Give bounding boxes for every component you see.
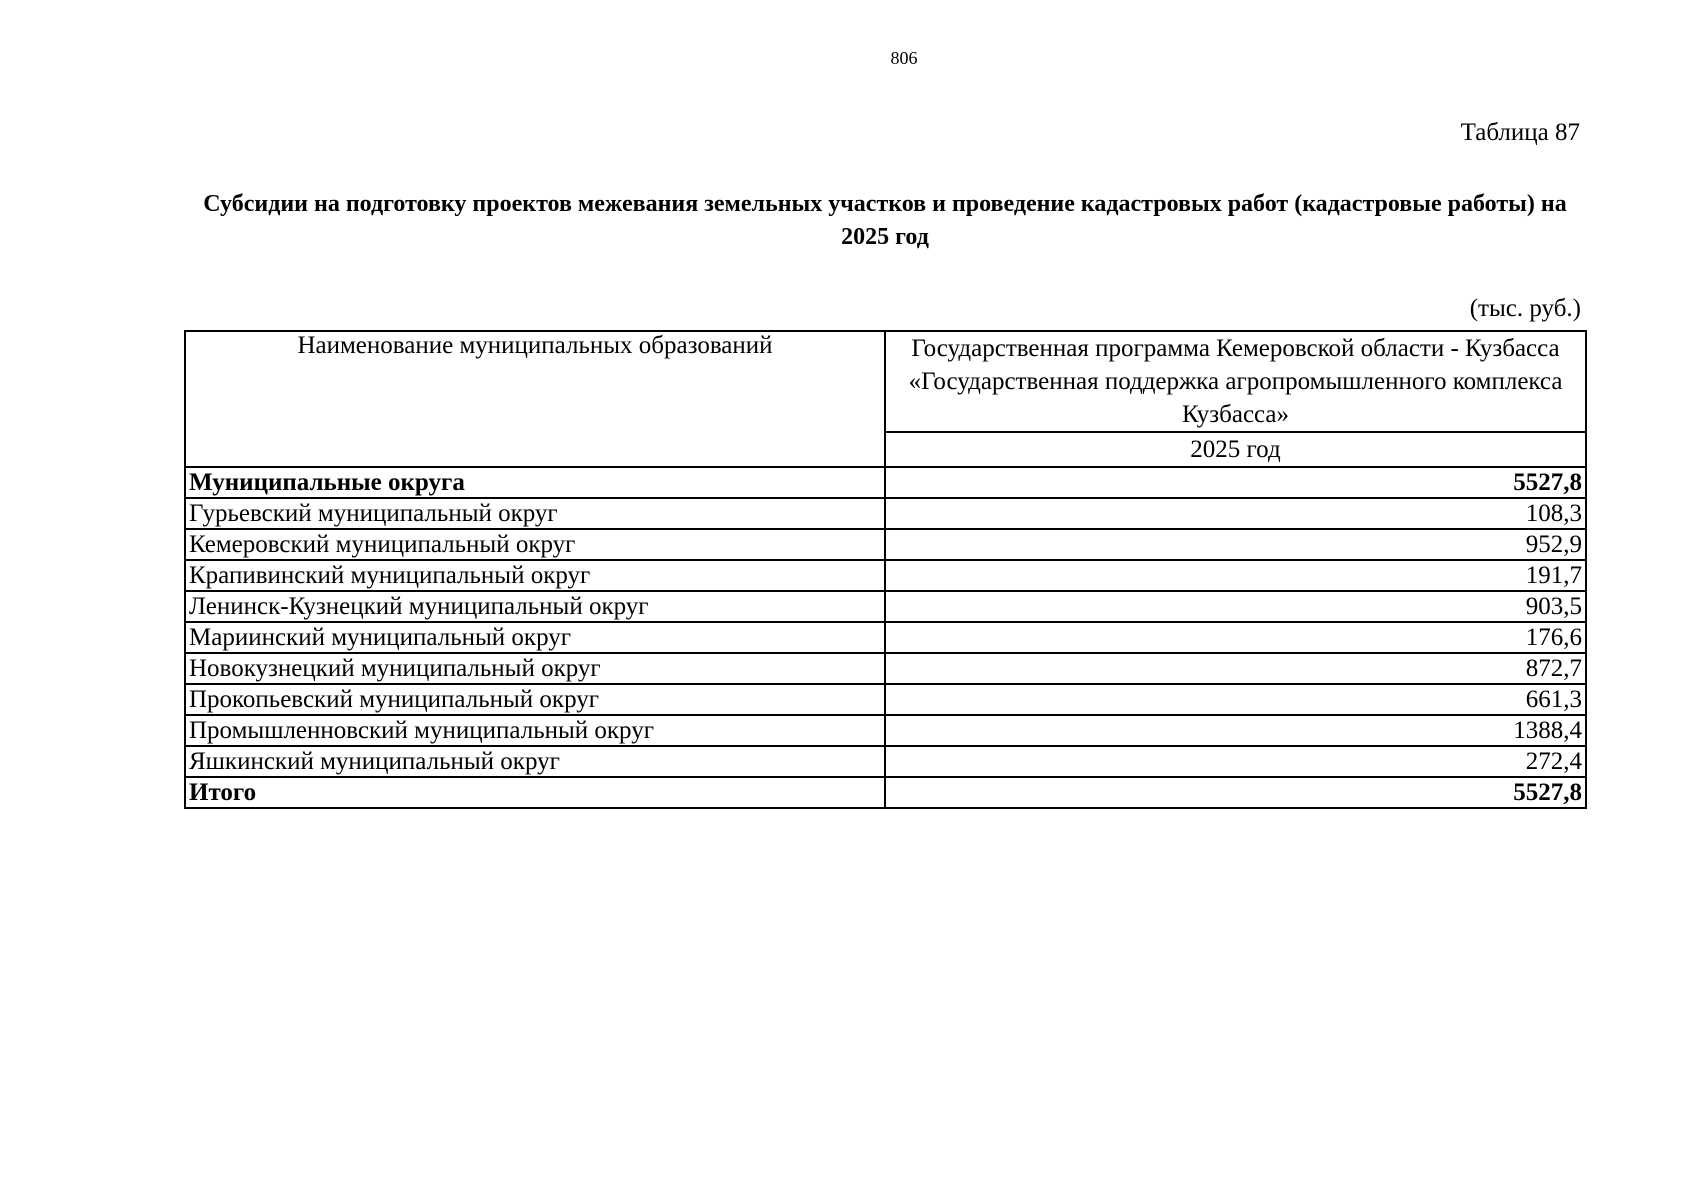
table-row <box>185 591 1586 622</box>
subsidy-table <box>184 330 1587 809</box>
table-row-total <box>185 777 1586 808</box>
row-name: Ленинск-Кузнецкий муниципальный округ <box>185 591 885 622</box>
column-header-municipality: Наименование муниципальных образований <box>185 331 885 467</box>
row-name: Итого <box>185 777 885 808</box>
row-name: Новокузнецкий муниципальный округ <box>185 653 885 684</box>
page-number: 806 <box>890 48 918 68</box>
column-header-year: 2025 год <box>885 432 1586 467</box>
row-value: 272,4 <box>885 746 1586 777</box>
row-value: 1388,4 <box>885 715 1586 746</box>
row-value: 5527,8 <box>885 467 1586 498</box>
row-value: 952,9 <box>885 529 1586 560</box>
row-value: 903,5 <box>885 591 1586 622</box>
row-name: Прокопьевский муниципальный округ <box>185 684 885 715</box>
row-value: 191,7 <box>885 560 1586 591</box>
table-row <box>185 684 1586 715</box>
table-row <box>185 498 1586 529</box>
row-name: Муниципальные округа <box>185 467 885 498</box>
row-value: 108,3 <box>885 498 1586 529</box>
row-value: 5527,8 <box>885 777 1586 808</box>
table-row <box>185 653 1586 684</box>
row-name: Кемеровский муниципальный округ <box>185 529 885 560</box>
row-name: Мариинский муниципальный округ <box>185 622 885 653</box>
column-header-program: Государственная программа Кемеровской области - Кузбасса «Государственная поддержка агропромышленного комплекса Кузбасса» <box>885 331 1586 432</box>
row-value: 661,3 <box>885 684 1586 715</box>
table-row <box>185 715 1586 746</box>
row-name: Крапивинский муниципальный округ <box>185 560 885 591</box>
row-value: 872,7 <box>885 653 1586 684</box>
row-name: Промышленновский муниципальный округ <box>185 715 885 746</box>
document-title: Субсидии на подготовку проектов межевания земельных участков и проведение кадастровых работ (кадастровые работы) на 2025 год <box>203 191 1567 250</box>
table-row <box>185 746 1586 777</box>
table-row <box>185 622 1586 653</box>
table-row <box>185 529 1586 560</box>
table-row-subtotal <box>185 467 1586 498</box>
row-name: Гурьевский муниципальный округ <box>185 498 885 529</box>
row-value: 176,6 <box>885 622 1586 653</box>
table-row <box>185 560 1586 591</box>
row-name: Яшкинский муниципальный округ <box>185 746 885 777</box>
units-note: (тыс. руб.) <box>1469 295 1581 322</box>
table-label: Таблица 87 <box>1460 119 1580 146</box>
